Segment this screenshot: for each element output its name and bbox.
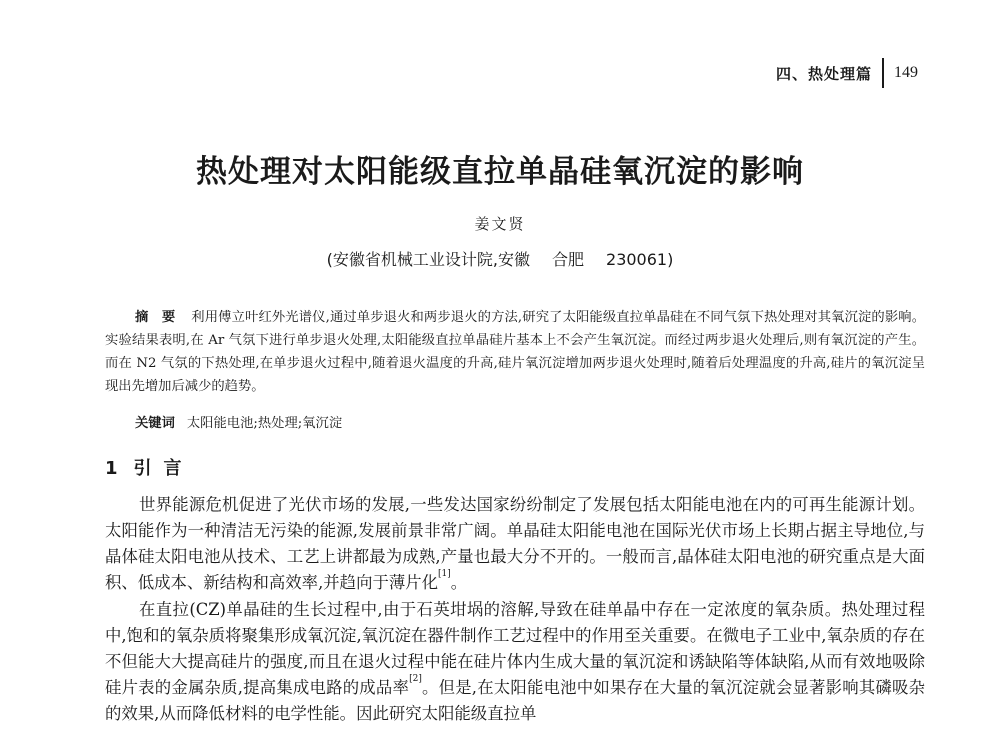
section-heading [105,454,194,480]
citation-ref[interactable]: [1] [438,569,451,579]
paper-title: 热处理对太阳能级直拉单晶硅氧沉淀的影响 [196,154,804,190]
running-header-section: 四、热处理篇 [775,64,872,83]
affiliation-city: 合肥 [552,250,585,269]
affiliation-postcode: 230061) [606,250,674,269]
abstract [105,306,925,398]
citation-ref[interactable]: [2] [409,674,422,684]
abstract-text: 利用傅立叶红外光谱仪,通过单步退火和两步退火的方法,研究了太阳能级直拉单晶硅在不同气氛下热处理对其氧沉淀的影响。实验结果表明,在 Ar 气氛下进行单步退火处理,太阳能级直拉单晶硅片基本上不会产生氧沉淀。而经过两步退火处理后,则有氧沉淀的产生。而在 N2 气氛的下热处理,在单步退火过程中,随着退火温度的升高,硅片氧沉淀增加两步退火处理时,随着后处理温度的升高,硅片的氧沉淀呈现出先增加后减少的趋势。 [105,310,926,394]
running-header [776,58,918,88]
paragraph: 在直拉(CZ)单晶硅的生长过程中,由于石英坩埚的溶解,导致在硅单晶中存在一定浓度的氧杂质。热处理过程中,饱和的氧杂质将聚集形成氧沉淀,氧沉淀在器件制作工艺过程中的作用至关重要。在微电子工业中,氧杂质的存在不但能大大提高硅片的强度,而且在退火过程中能在硅片体内生成大量的氧沉淀和诱缺陷等体缺陷,从而有效地吸除硅片表的金属杂质,提高集成电路的成品率[2]。但是,在太阳能电池中如果存在大量的氧沉淀就会显著影响其磷吸杂的效果,从而降低材料的电学性能。因此研究太阳能级直拉单 [105,600,925,723]
section-title: 引言 [133,458,194,479]
keywords-text: 太阳能电池;热处理;氧沉淀 [186,416,343,431]
author-name: 姜文贤 [474,215,526,233]
keywords-label: 关键词 [135,416,175,431]
author-affiliation [0,247,1000,270]
section-number: 1 [105,458,118,479]
abstract-label: 摘 要 [135,310,176,325]
page-number: 149 [894,64,918,81]
body-text [105,492,925,728]
keywords [135,412,342,431]
paragraph: 世界能源危机促进了光伏市场的发展,一些发达国家纷纷制定了发展包括太阳能电池在内的可再生能源计划。太阳能作为一种清洁无污染的能源,发展前景非常广阔。单晶硅太阳能电池在国际光伏市场上长期占据主导地位,与晶体硅太阳电池从技术、工艺上讲都最为成熟,产量也最大分不开的。一般而言,晶体硅太阳电池的研究重点是大面积、低成本、新结构和高效率,并趋向于薄片化[1]。 [105,495,925,592]
affiliation-org: (安徽省机械工业设计院,安徽 [326,250,530,269]
